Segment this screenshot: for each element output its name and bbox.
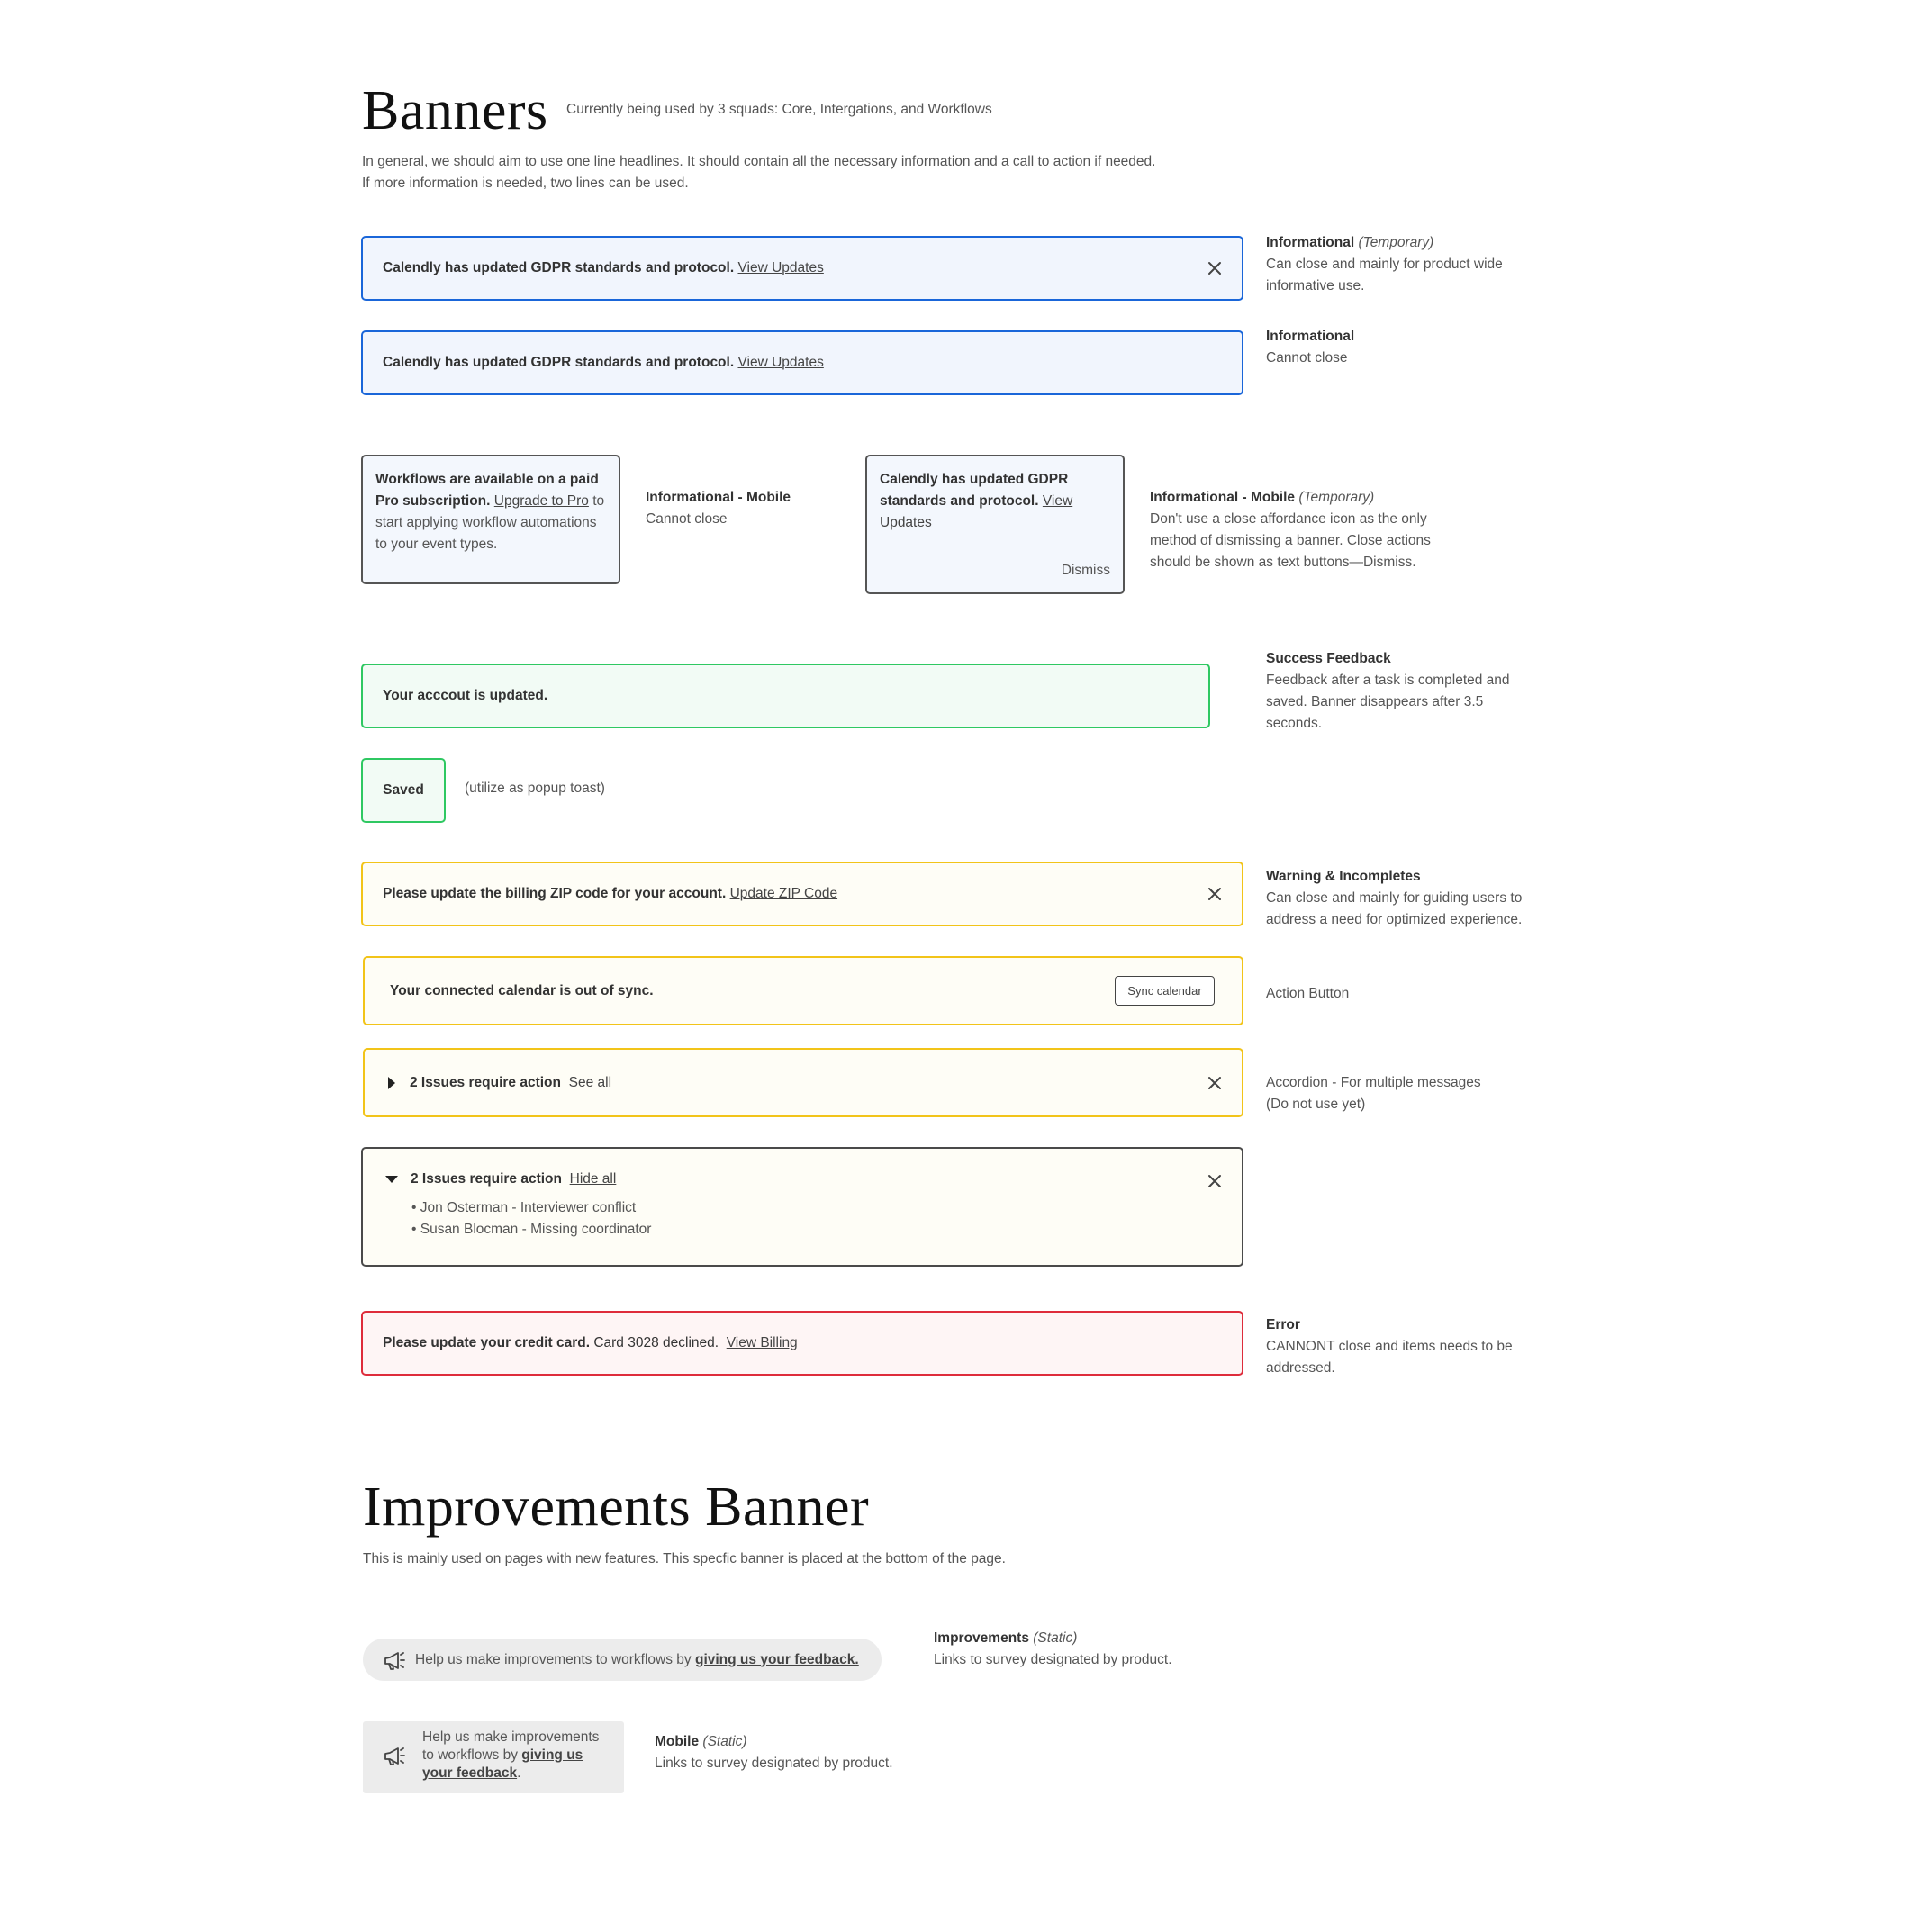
error-banner: Please update your credit card. Card 3028 declined. View Billing [361, 1311, 1243, 1376]
caret-right-icon[interactable] [388, 1077, 395, 1089]
accordion-banner-collapsed: 2 Issues require action See all [363, 1048, 1243, 1117]
error-note: Error CANNONT close and items needs to be addressed. [1266, 1317, 1513, 1376]
page-subtitle: Currently being used by 3 squads: Core, Intergations, and Workflows [566, 102, 992, 117]
improvements-banner-mobile: Help us make improvements to workflows by giving us your feedback. [363, 1721, 624, 1793]
megaphone-icon [383, 1649, 406, 1671]
issue-list [411, 1197, 651, 1241]
improvements-title: Improvements Banner [363, 1476, 870, 1538]
mobile-temp-note: Informational - Mobile (Temporary) Don't use a close affordance icon as the only method of dismissing a banner. Close actions should be shown as text buttons—Dismiss. [1150, 490, 1431, 570]
list-item: • Susan Blocman - Missing coordinator [411, 1222, 652, 1237]
info-fixed-message: Calendly has updated GDPR standards and protocol. [383, 355, 735, 370]
toast-note: (utilize as popup toast) [465, 781, 605, 796]
view-updates-link[interactable]: View Updates [737, 260, 824, 275]
action-note: Action Button [1266, 986, 1350, 1001]
action-banner: Your connected calendar is out of sync. Sync calendar [363, 956, 1243, 1025]
upgrade-link[interactable]: Upgrade to Pro [493, 493, 589, 509]
mobile-fixed-note: Informational - Mobile Cannot close [646, 490, 791, 527]
warning-banner: Please update the billing ZIP code for your account. Update ZIP Code [361, 862, 1243, 926]
update-zip-link[interactable]: Update ZIP Code [729, 886, 838, 901]
dismiss-button[interactable]: Dismiss [1061, 563, 1110, 578]
sync-calendar-button[interactable]: Sync calendar [1115, 976, 1215, 1006]
feedback-link[interactable]: giving us [521, 1747, 583, 1763]
close-icon[interactable] [1204, 1072, 1225, 1094]
hide-all-link[interactable]: Hide all [569, 1171, 617, 1187]
improvements-note: Improvements (Static) Links to survey designated by product. [934, 1630, 1172, 1667]
warning-note: Warning & Incompletes Can close and mainly for guiding users to address a need for optimized experience. [1266, 869, 1523, 927]
info-banner-temporary [361, 236, 1243, 301]
info-temp-message: Calendly has updated GDPR standards and protocol. [383, 260, 735, 275]
accordion-banner-expanded: 2 Issues require action Hide all • Jon Osterman - Interviewer conflict • Susan Blocman - Missing coordinator [361, 1147, 1243, 1267]
see-all-link[interactable]: See all [568, 1074, 612, 1090]
intro-line-2: If more information is needed, two lines can be used. [362, 176, 689, 191]
success-banner: Your acccout is updated. [361, 664, 1210, 728]
feedback-link[interactable]: your feedback [422, 1765, 518, 1781]
close-icon[interactable] [1204, 257, 1225, 279]
info-temp-note: Informational (Temporary) Can close and mainly for product wide informative use. [1266, 235, 1503, 293]
caret-down-icon[interactable] [385, 1176, 398, 1183]
improvements-intro: This is mainly used on pages with new features. This specfic banner is placed at the bottom of the page. [363, 1551, 1006, 1566]
view-billing-link[interactable]: View Billing [726, 1335, 798, 1350]
feedback-link[interactable]: giving us your feedback. [694, 1651, 859, 1667]
intro-line-1: In general, we should aim to use one line headlines. It should contain all the necessary information and a call to action if needed. [362, 154, 1156, 169]
saved-toast: Saved [361, 758, 446, 823]
info-fixed-note: Informational Cannot close [1266, 329, 1355, 366]
improvements-banner: Help us make improvements to workflows by giving us your feedback. [363, 1639, 882, 1681]
accordion-note: Accordion - For multiple messages (Do not use yet) [1266, 1075, 1481, 1112]
close-icon[interactable] [1204, 883, 1225, 905]
view-updates-link[interactable]: View Updates [880, 493, 1073, 530]
view-updates-link[interactable]: View Updates [737, 355, 824, 370]
success-note: Success Feedback Feedback after a task is completed and saved. Banner disappears after 3.5 seconds. [1266, 651, 1510, 731]
close-icon[interactable] [1204, 1170, 1225, 1192]
mobile-info-banner-temporary: Calendly has updated GDPR standards and protocol. View Updates Dismiss [865, 455, 1125, 594]
improvements-mobile-note: Mobile (Static) Links to survey designated by product. [655, 1734, 893, 1771]
megaphone-icon [383, 1745, 406, 1771]
page-title: Banners [362, 80, 548, 141]
list-item: • Jon Osterman - Interviewer conflict [411, 1200, 637, 1215]
info-banner-fixed [361, 330, 1243, 395]
mobile-info-banner: Workflows are available on a paid Pro subscription. Upgrade to Pro to start applying workflow automations to your event types. [361, 455, 620, 584]
